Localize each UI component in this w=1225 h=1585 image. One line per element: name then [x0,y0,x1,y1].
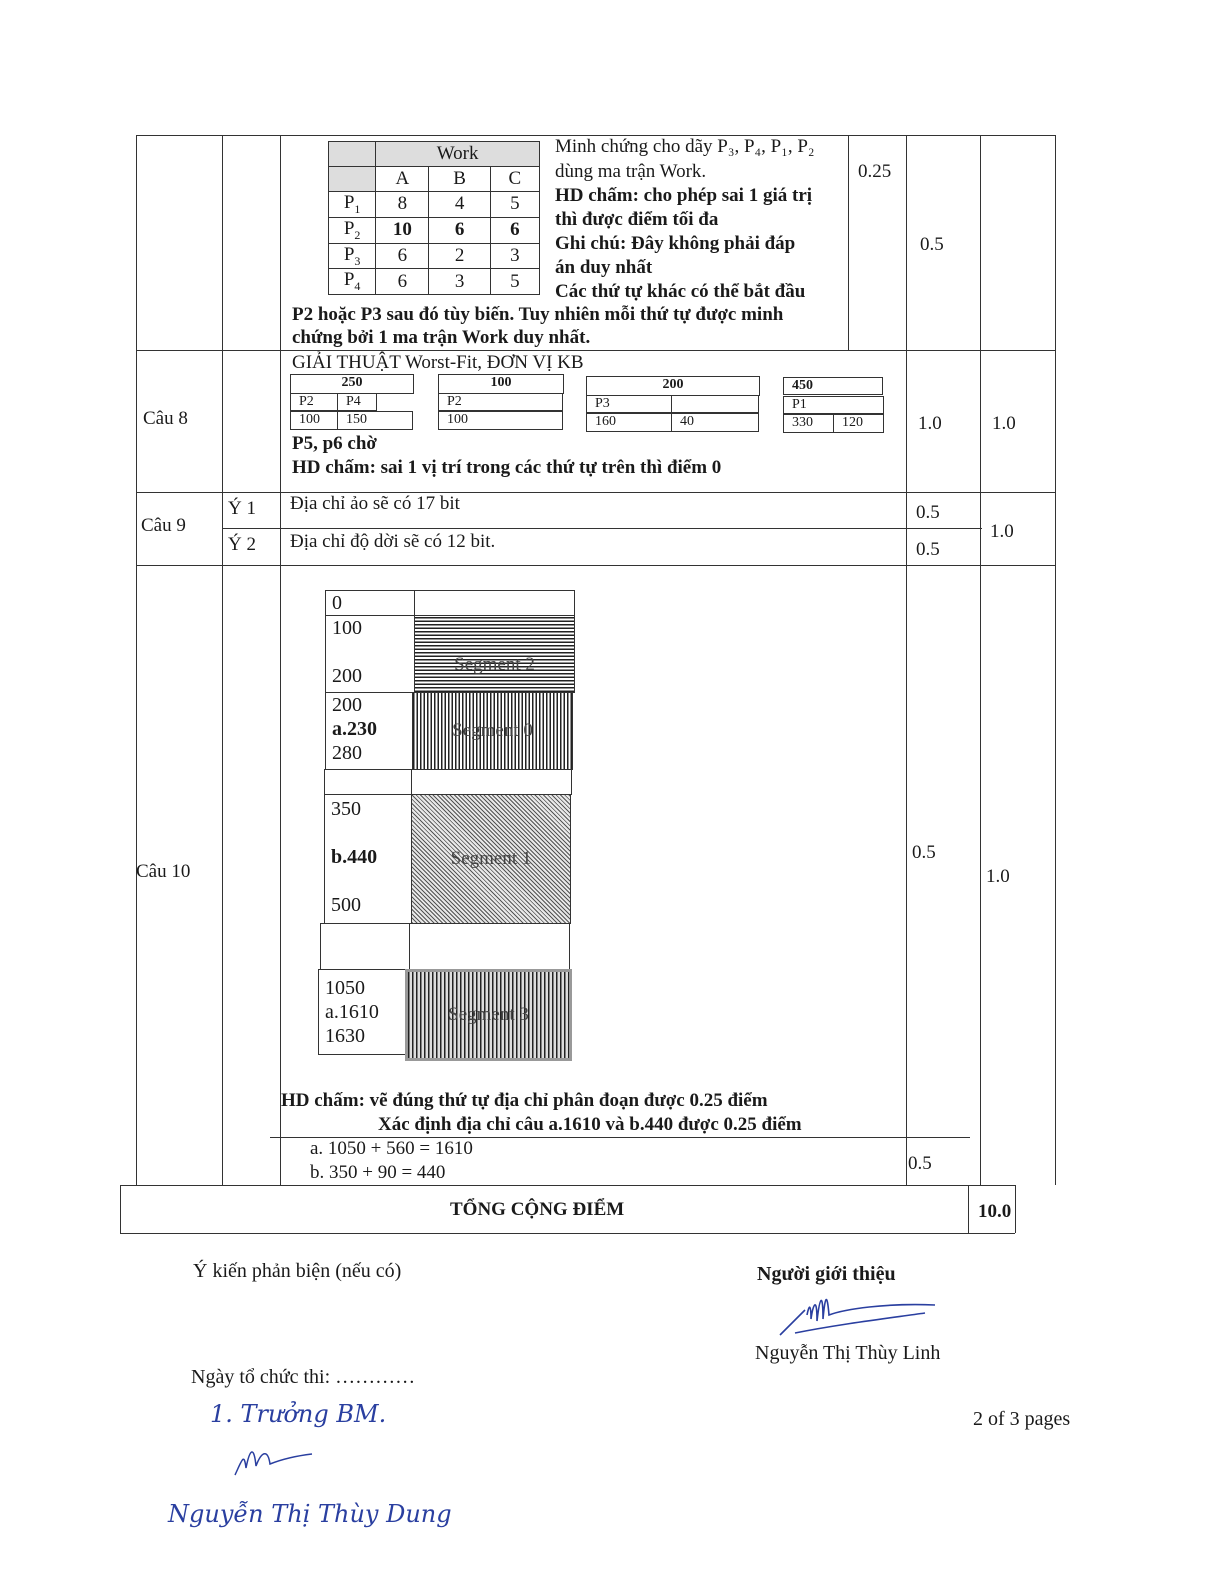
page-number: 2 of 3 pages [973,1408,1071,1430]
grand-total-score: 10.0 [978,1201,1012,1222]
segment-1: Segment 1 [411,794,571,924]
table-border [1015,1185,1016,1233]
score: 0.5 [916,539,940,560]
sub-question-2: Ý 2 [228,534,256,555]
score: 0.5 [920,234,944,255]
table-row: $P_4$ 6 3 5 [329,269,540,295]
work-title: Work [376,142,540,167]
score-small: 0.25 [858,161,892,182]
grand-total-label: TỔNG CỘNG ĐIỂM [450,1199,625,1220]
work-matrix [328,141,540,295]
answer-virtual-address: Địa chỉ ảo sẽ có 17 bit [290,493,460,514]
table-border [848,135,849,350]
table-border [120,1185,121,1233]
dept-head-name: Nguyễn Thị Thùy Dung [168,1500,452,1528]
hd-cham-cau10-2: Xác định địa chỉ câu a.1610 và b.440 được 0.25 điểm [378,1114,802,1135]
score: 0.5 [916,502,940,523]
dept-head-signature [230,1440,320,1480]
table-border [136,350,1056,351]
table-border [120,1233,1015,1234]
score: 1.0 [918,413,942,434]
table-border [136,492,1056,493]
segment-2: Segment 2 [414,615,575,693]
sub-question-1: Ý 1 [228,498,256,519]
table-border [136,135,137,1185]
hd-cham-cau10: HD chấm: vẽ đúng thứ tự địa chỉ phân đoạn được 0.25 điểm [281,1090,768,1111]
table-border [136,565,1056,566]
score: 0.5 [908,1153,932,1174]
work-col-b: B [429,167,490,192]
table-border [906,135,907,1185]
total-score: 1.0 [990,521,1014,542]
calc-b: b. 350 + 90 = 440 [310,1162,446,1183]
total-score: 1.0 [992,413,1016,434]
work-col-c: C [490,167,539,192]
segment-3: Segment 3 [405,969,572,1061]
question-label-10: Câu 10 [136,861,191,882]
answer-offset: Địa chỉ độ dời sẽ có 12 bit. [290,531,496,552]
work-note-sequence: Minh chứng cho dãy P₃, P₄, P₁, P₂ [555,136,815,157]
table-border [968,1185,969,1233]
hd-cham-text: thì được điểm tối đa [555,209,719,230]
other-orders-1: Các thứ tự khác có thể bắt đầu [555,281,806,302]
segment-0: Segment 0 [412,692,573,770]
table-border [222,528,982,529]
exam-date: Ngày tổ chức thi: ………… [191,1366,416,1388]
table-row: $P_3$ 6 2 3 [329,243,540,269]
presenter-name: Nguyễn Thị Thùy Linh [755,1342,941,1364]
table-border [120,1185,1015,1186]
other-orders-3: chứng bởi 1 ma trận Work duy nhất. [292,327,591,348]
head-of-dept-label: 1. Trưởng BM. [210,1400,387,1428]
question-label-9: Câu 9 [141,515,186,536]
worst-fit-title: GIẢI THUẬT Worst-Fit, ĐƠN VỊ KB [292,352,584,373]
table-border [1055,135,1056,1185]
work-col-a: A [376,167,429,192]
table-border [222,135,223,1185]
question-label-8: Câu 8 [143,408,188,429]
review-comments-label: Ý kiến phản biện (nếu có) [193,1260,402,1282]
waiting-processes: P5, p6 chờ [292,433,377,454]
table-border [980,135,981,1185]
score: 0.5 [912,842,936,863]
hd-cham-label: HD chấm: cho phép sai 1 giá trị [555,185,813,206]
total-score: 1.0 [986,866,1010,887]
table-border [280,135,281,1185]
other-orders-2: P2 hoặc P3 sau đó tùy biến. Tuy nhiên mỗi thứ tự được minh [292,304,784,325]
table-row: $P_2$ 10 6 6 [329,217,540,243]
work-note-matrix: dùng ma trận Work. [555,161,707,182]
presenter-title: Người giới thiệu [757,1263,896,1285]
table-row: $P_1$ 8 4 5 [329,192,540,218]
ghi-chu-text: án duy nhất [555,257,653,278]
ghi-chu-label: Ghi chú: Đây không phải đáp [555,233,796,254]
calc-a: a. 1050 + 560 = 1610 [310,1138,473,1159]
hd-cham-cau8: HD chấm: sai 1 vị trí trong các thứ tự trên thì điểm 0 [292,457,722,478]
presenter-signature [775,1285,945,1345]
